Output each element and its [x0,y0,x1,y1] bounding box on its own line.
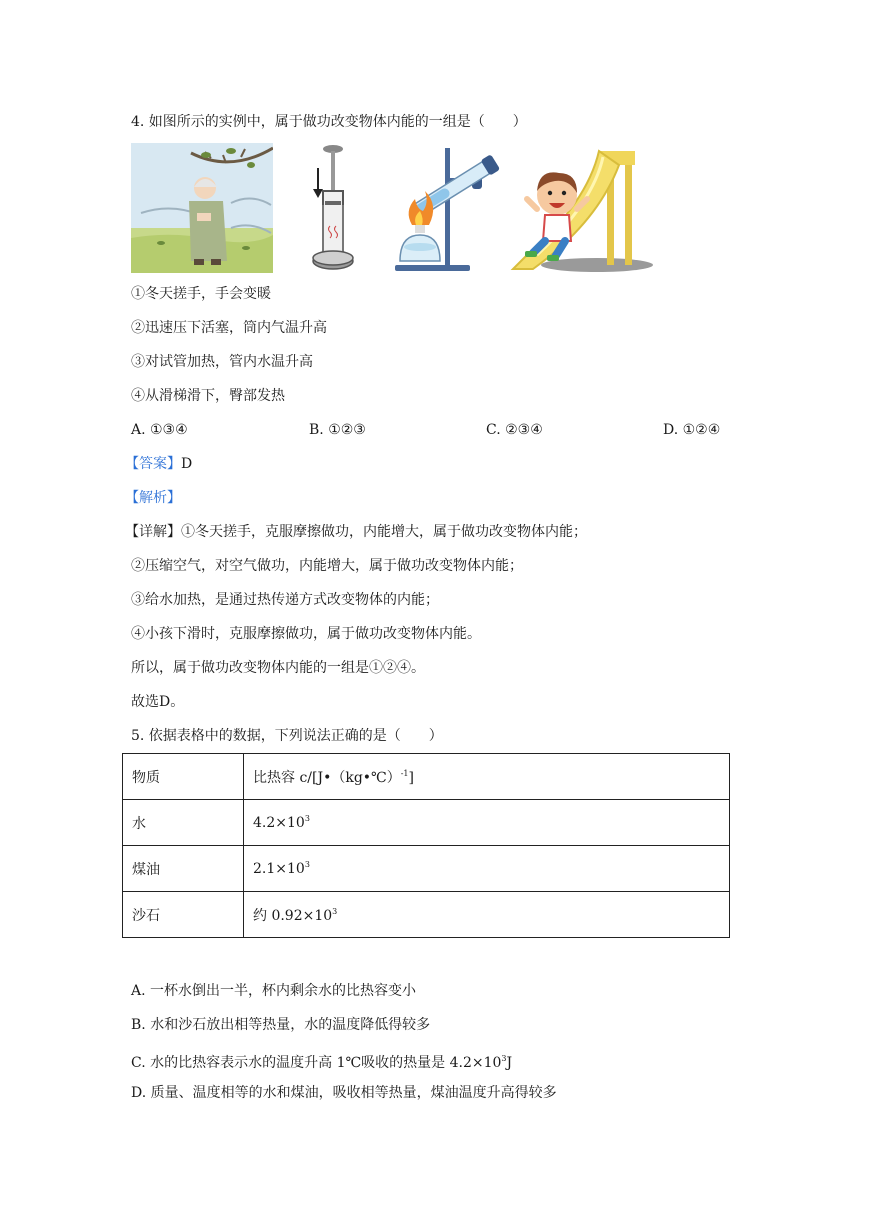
q4-item-2: ②迅速压下活塞，筒内气温升高 [131,320,327,336]
q4-item-1: ①冬天搓手，手会变暖 [131,286,271,302]
q4-option-d: D. ①②④ [663,422,721,438]
figure-rubbing-hands [131,143,273,273]
detail-line-5: 所以，属于做功改变物体内能的一组是①②④。 [131,660,425,676]
value-exponent: 3 [332,906,338,916]
option-c-text: C. 水的比热容表示水的温度升高 1℃吸收的热量是 4.2×10 [131,1055,502,1071]
option-c-unit: J [506,1055,513,1071]
answer-tag: 【答案】 [125,456,181,472]
table-header-substance: 物质 [123,754,244,800]
figure-heating-test-tube [390,143,500,273]
q5-option-c [131,1050,512,1072]
detail-tag: 【详解】 [125,524,181,540]
value-mantissa: 0.92×10 [271,907,333,924]
figure-piston-tube [296,143,376,273]
value-mantissa: 4.2×10 [253,815,305,831]
value-exponent: 3 [304,860,310,869]
detail-line-1 [125,523,587,541]
table-row [123,846,730,892]
header-bracket: ] [408,769,414,786]
q4-item-3: ③对试管加热，管内水温升高 [131,354,313,370]
q4-option-c: C. ②③④ [486,422,543,438]
table-cell-substance: 沙石 [123,892,244,938]
value-prefix: 约 [253,907,272,924]
value-mantissa: 2.1×10 [253,861,305,877]
header-exponent: -1 [400,768,409,778]
specific-heat-table [122,753,730,938]
answer-value: D [181,456,193,472]
table-cell-substance: 煤油 [123,846,244,892]
q4-option-b: B. ①②③ [309,422,366,438]
table-row [123,892,730,938]
table-cell-substance: 水 [123,800,244,846]
table-header-row [123,754,730,800]
table-cell-value [244,846,730,892]
q4-stem: 4. 如图所示的实例中，属于做功改变物体内能的一组是（ ） [131,114,527,130]
q4-option-a: A. ①③④ [131,422,188,438]
table-row [123,800,730,846]
analysis-tag: 【解析】 [125,490,181,506]
table-header-specific-heat [244,754,730,800]
q4-answer [125,455,192,473]
q5-option-a: A. 一杯水倒出一半，杯内剩余水的比热容变小 [131,983,417,999]
q4-item-4: ④从滑梯滑下，臀部发热 [131,388,285,404]
option-c-exponent: 3 [501,1054,507,1063]
table-cell-value [244,892,730,938]
header-unit-text: 比热容 c/[J•（kg•℃） [253,769,401,786]
detail-line-2: ②压缩空气，对空气做功，内能增大，属于做功改变物体内能； [131,558,523,574]
q5-option-d: D. 质量、温度相等的水和煤油，吸收相等热量，煤油温度升高得较多 [131,1085,557,1101]
q5-option-b: B. 水和沙石放出相等热量，水的温度降低得较多 [131,1017,431,1033]
q5-stem: 5. 依据表格中的数据，下列说法正确的是（ ） [131,728,443,744]
detail-line-6: 故选D。 [131,694,185,710]
detail-line-3: ③给水加热，是通过热传递方式改变物体的内能； [131,592,439,608]
figure-child-slide [507,143,655,273]
value-exponent: 3 [304,814,310,823]
table-cell-value [244,800,730,846]
detail-line-4: ④小孩下滑时，克服摩擦做功，属于做功改变物体内能。 [131,626,481,642]
detail-text-1: ①冬天搓手，克服摩擦做功，内能增大，属于做功改变物体内能； [181,524,587,540]
